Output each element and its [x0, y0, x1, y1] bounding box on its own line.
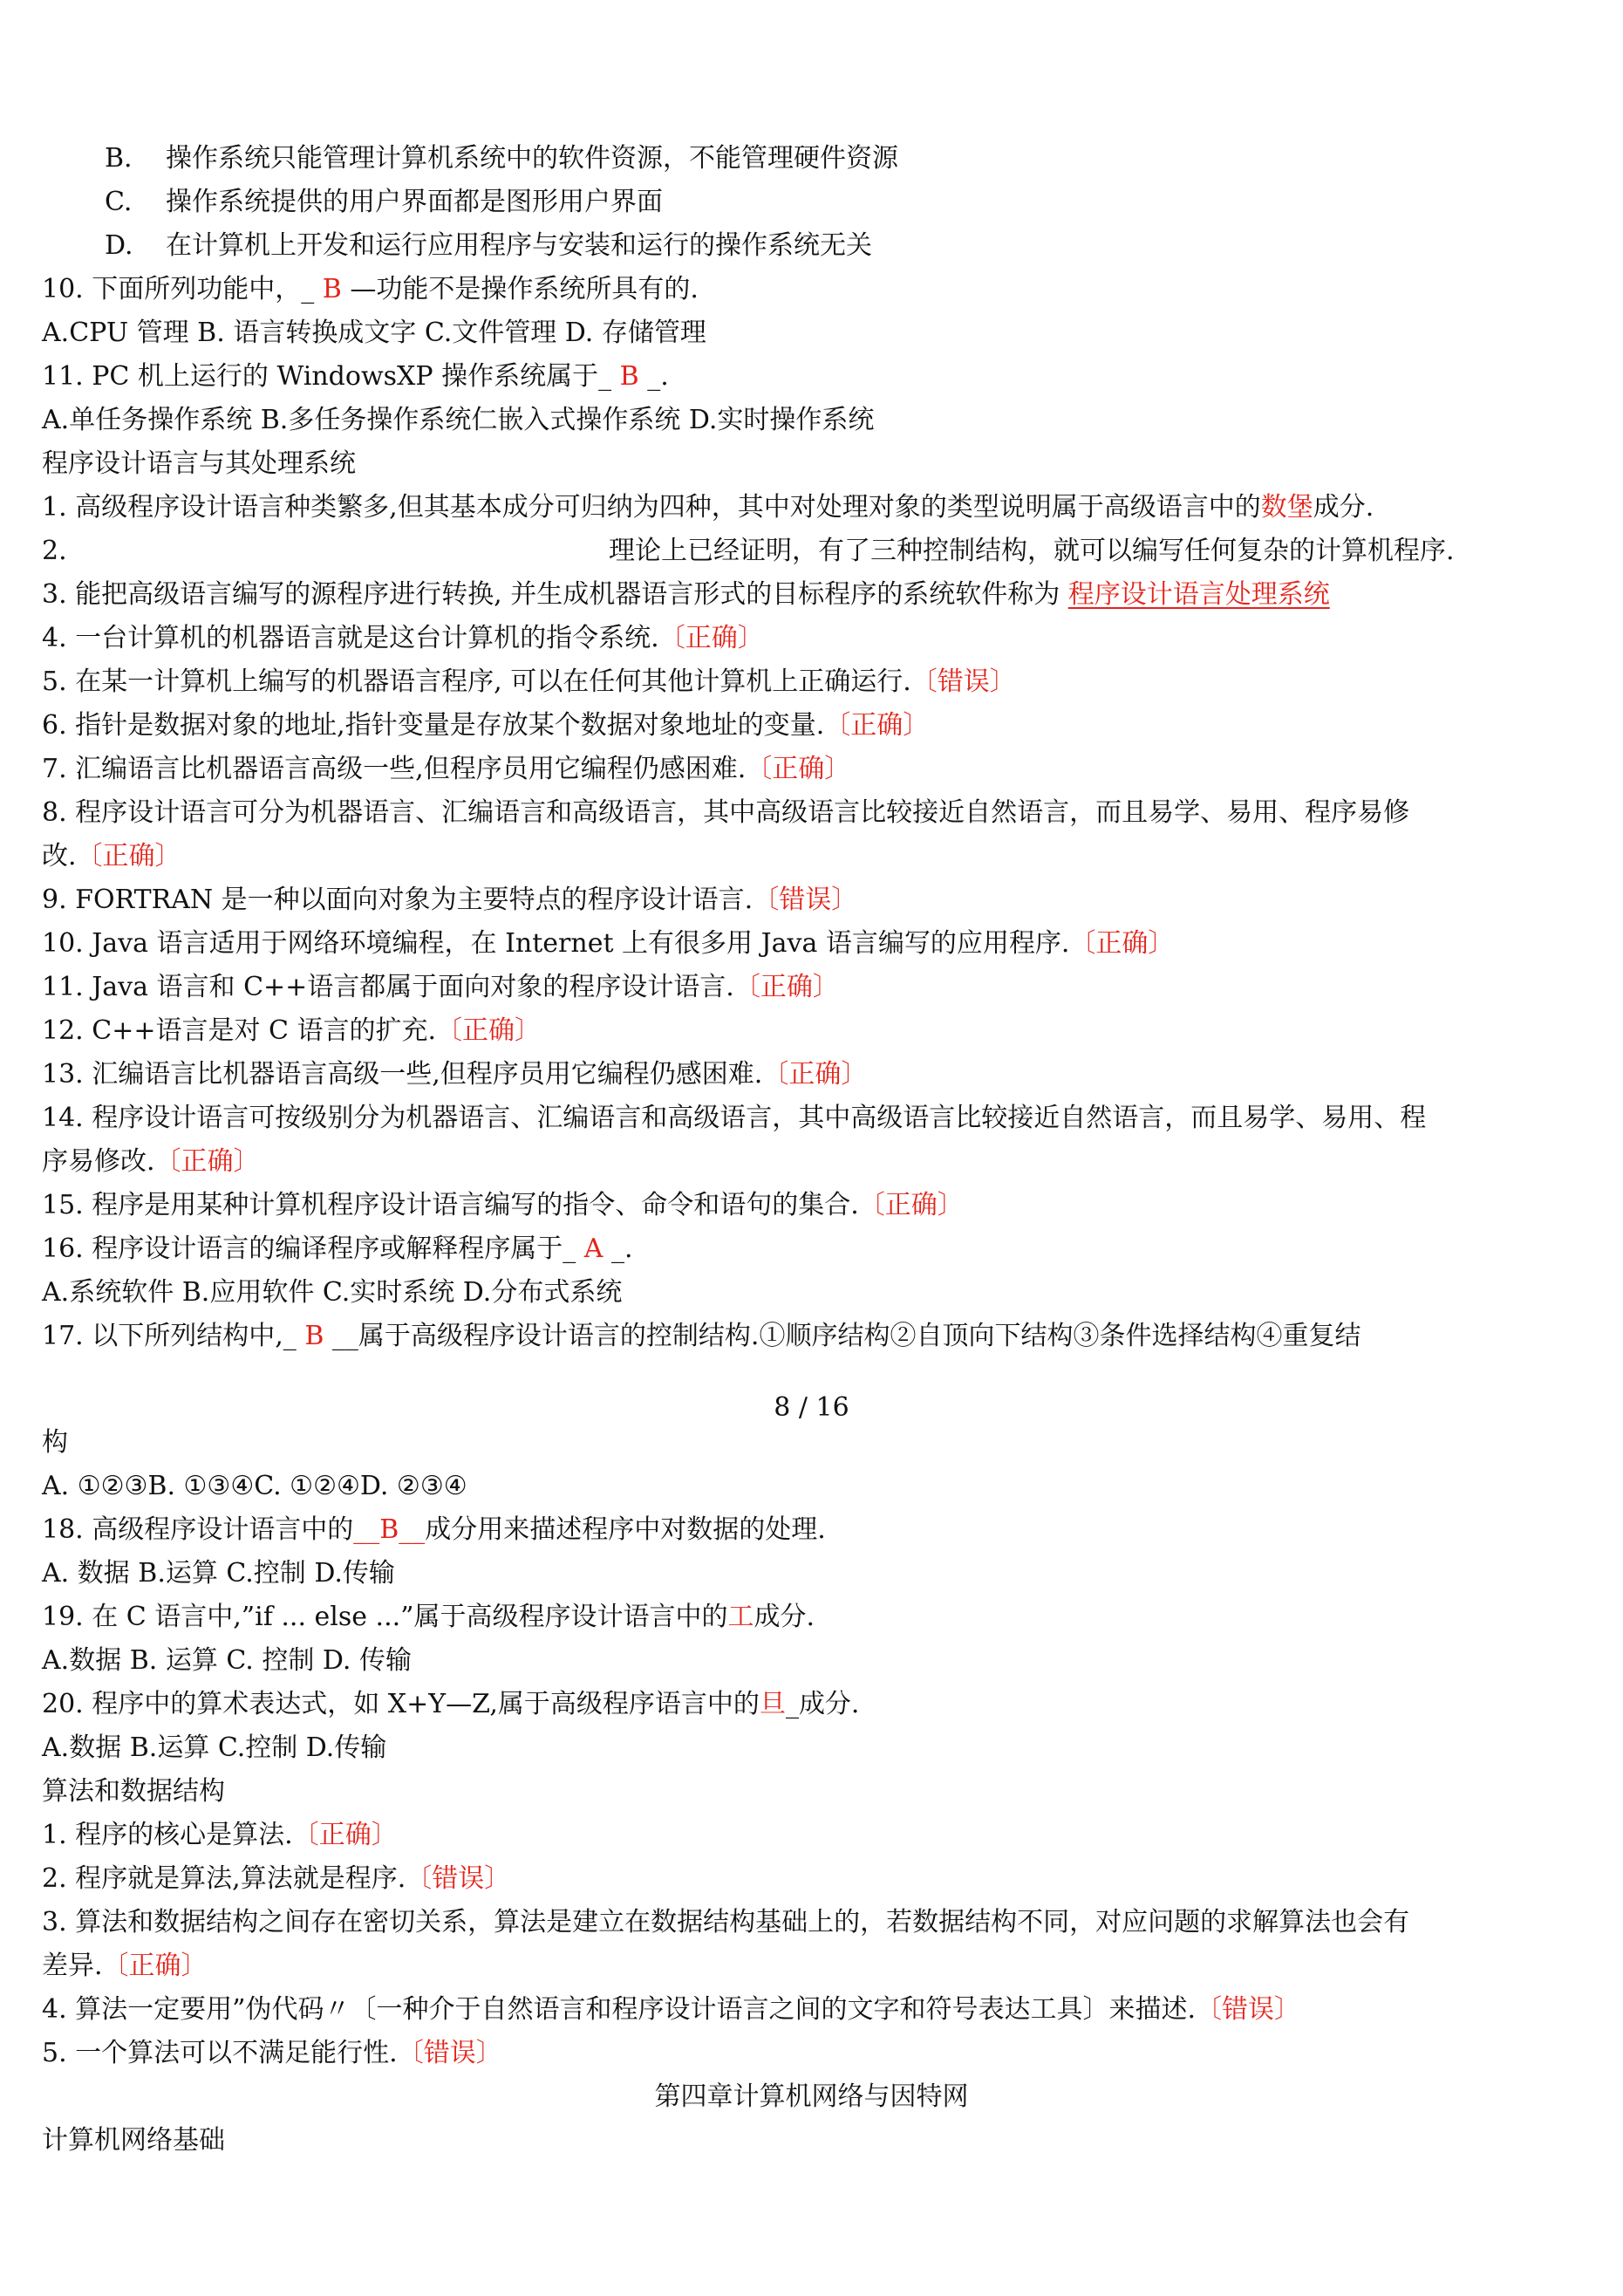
question-lang-17: 17. 以下所列结构中,_ B __属于高级程序设计语言的控制结构.①顺序结构②自顶向下结构③条件选择结构④重复结 — [42, 1321, 1361, 1351]
question-lang-1: 1. 高级程序设计语言种类繁多,但其基本成分可归纳为四种，其中对处理对象的类型说明属于高级语言中的数堡成分. — [42, 492, 1374, 523]
question-lang-2: 2. — [42, 536, 67, 566]
option-c — [105, 185, 663, 220]
answer-text: 〔正确〕 — [733, 972, 839, 1002]
answer-text: 〔正确〕 — [762, 1059, 868, 1090]
answer-text: 〔正确〕 — [858, 1190, 964, 1220]
answer-text: 〔错误〕 — [910, 666, 1016, 697]
question-lang-19: 19. 在 C 语言中,”if ... else ...”属于高级程序设计语言中的工成分. — [42, 1602, 815, 1632]
section-heading: 算法和数据结构 — [42, 1776, 225, 1807]
question-algo-3: 3. 算法和数据结构之间存在密切关系，算法是建立在数据结构基础上的，若数据结构不同，对应问题的求解算法也会有 — [42, 1907, 1410, 1937]
question-lang-13: 13. 汇编语言比机器语言高级一些,但程序员用它编程仍感困难.〔正确〕 — [42, 1059, 868, 1090]
question-lang-8: 8. 程序设计语言可分为机器语言、汇编语言和高级语言，其中高级语言比较接近自然语言，而且易学、易用、程序易修 — [42, 797, 1410, 828]
question-lang-11: 11. Java 语言和 C++语言都属于面向对象的程序设计语言.〔正确〕 — [42, 972, 839, 1002]
question-options: A.系统软件 B.应用软件 C.实时系统 D.分布式系统 — [42, 1277, 623, 1308]
question-lang-9: 9. FORTRAN 是一种以面向对象为主要特点的程序设计语言.〔错误〕 — [42, 885, 858, 915]
question-options: A.CPU 管理 B. 语言转换成文字 C.文件管理 D. 存储管理 — [42, 318, 706, 348]
answer-text: 〔错误〕 — [406, 1863, 511, 1894]
answer-text: B — [304, 1321, 324, 1351]
question-lang-14-cont: 序易修改.〔正确〕 — [42, 1146, 260, 1177]
option-letter: C. — [105, 187, 133, 217]
question-lang-20: 20. 程序中的算术表达式，如 X+Y—Z,属于高级程序语言中的旦_成分. — [42, 1689, 860, 1719]
option-text: 在计算机上开发和运行应用程序与安装和运行的操作系统无关 — [166, 230, 872, 261]
answer-text: 〔正确〕 — [102, 1951, 208, 1981]
question-algo-3-cont: 差异.〔正确〕 — [42, 1951, 208, 1981]
question-lang-3: 3. 能把高级语言编写的源程序进行转换, 并生成机器语言形式的目标程序的系统软件称为 程序设计语言处理系统 — [42, 579, 1330, 610]
answer-text: 〔错误〕 — [753, 885, 858, 915]
question-algo-2: 2. 程序就是算法,算法就是程序.〔错误〕 — [42, 1863, 511, 1894]
question-lang-16: 16. 程序设计语言的编译程序或解释程序属于_ A _. — [42, 1233, 633, 1264]
question-options: A. 数据 B.运算 C.控制 D.传输 — [42, 1558, 395, 1589]
answer-text: 工 — [727, 1602, 754, 1632]
page-number: 8 / 16 — [774, 1392, 849, 1423]
answer-text: 数堡 — [1260, 492, 1313, 523]
question-options: A.数据 B. 运算 C. 控制 D. 传输 — [42, 1645, 412, 1676]
section-heading: 程序设计语言与其处理系统 — [42, 448, 356, 479]
answer-text: 〔正确〕 — [76, 841, 181, 871]
answer-text: 〔正确〕 — [292, 1820, 398, 1850]
answer-text: A — [583, 1233, 604, 1264]
answer-text: 〔错误〕 — [397, 2038, 502, 2068]
answer-text: 〔正确〕 — [154, 1146, 260, 1177]
answer-text: 〔正确〕 — [436, 1015, 542, 1046]
question-options: A.数据 B.运算 C.控制 D.传输 — [42, 1732, 387, 1763]
answer-text: 程序设计语言处理系统 — [1067, 579, 1330, 610]
question-lang-12: 12. C++语言是对 C 语言的扩充.〔正确〕 — [42, 1015, 542, 1046]
option-text: 操作系统提供的用户界面都是图形用户界面 — [166, 187, 663, 217]
question-options: A. ①②③B. ①③④C. ①②④D. ②③④ — [42, 1471, 467, 1501]
answer-text: B — [322, 274, 342, 304]
answer-text: __B__ — [353, 1514, 426, 1545]
question-lang-8-cont: 改.〔正确〕 — [42, 841, 181, 871]
question-lang-6: 6. 指针是数据对象的地址,指针变量是存放某个数据对象地址的变量.〔正确〕 — [42, 710, 930, 741]
question-lang-15: 15. 程序是用某种计算机程序设计语言编写的指令、命令和语句的集合.〔正确〕 — [42, 1190, 964, 1220]
question-os-10: 10. 下面所列功能中，_ B —功能不是操作系统所具有的. — [42, 274, 699, 304]
option-letter: D. — [105, 230, 133, 261]
option-letter: B. — [105, 143, 133, 174]
question-os-11: 11. PC 机上运行的 WindowsXP 操作系统属于_ B _. — [42, 361, 669, 392]
question-algo-4: 4. 算法一定要用”伪代码〃〔一种介于自然语言和程序设计语言之间的文字和符号表达工具〕来描述.〔错误〕 — [42, 1994, 1301, 2025]
answer-text: 〔错误〕 — [1196, 1994, 1301, 2025]
answer-text: 〔正确〕 — [746, 754, 851, 784]
question-lang-4: 4. 一台计算机的机器语言就是这台计算机的指令系统.〔正确〕 — [42, 623, 764, 653]
question-lang-18: 18. 高级程序设计语言中的__B__成分用来描述程序中对数据的处理. — [42, 1514, 826, 1545]
question-options: A.单任务操作系统 B.多任务操作系统仁嵌入式操作系统 D.实时操作系统 — [42, 405, 875, 435]
question-lang-17-cont: 构 — [42, 1427, 68, 1458]
question-lang-7: 7. 汇编语言比机器语言高级一些,但程序员用它编程仍感困难.〔正确〕 — [42, 754, 851, 784]
question-lang-2-text: 理论上已经证明，有了三种控制结构，就可以编写任何复杂的计算机程序. — [609, 536, 1455, 566]
answer-text: 〔正确〕 — [658, 623, 764, 653]
question-lang-14: 14. 程序设计语言可按级别分为机器语言、汇编语言和高级语言，其中高级语言比较接近自然语言，而且易学、易用、程 — [42, 1103, 1427, 1133]
answer-text: B — [619, 361, 639, 392]
option-text: 操作系统只能管理计算机系统中的软件资源，不能管理硬件资源 — [166, 143, 898, 174]
question-lang-5: 5. 在某一计算机上编写的机器语言程序, 可以在任何其他计算机上正确运行.〔错误〕 — [42, 666, 1016, 697]
answer-text: 〔正确〕 — [824, 710, 930, 741]
question-lang-10: 10. Java 语言适用于网络环境编程，在 Internet 上有很多用 Java 语言编写的应用程序.〔正确〕 — [42, 928, 1175, 959]
answer-text: 旦 — [759, 1689, 786, 1719]
answer-text: 〔正确〕 — [1069, 928, 1175, 959]
section-heading: 计算机网络基础 — [42, 2125, 225, 2156]
chapter-title: 第四章计算机网络与因特网 — [654, 2081, 969, 2112]
question-algo-5: 5. 一个算法可以不满足能行性.〔错误〕 — [42, 2038, 502, 2068]
question-algo-1: 1. 程序的核心是算法.〔正确〕 — [42, 1820, 398, 1850]
option-b — [105, 141, 898, 176]
option-d — [105, 229, 872, 263]
